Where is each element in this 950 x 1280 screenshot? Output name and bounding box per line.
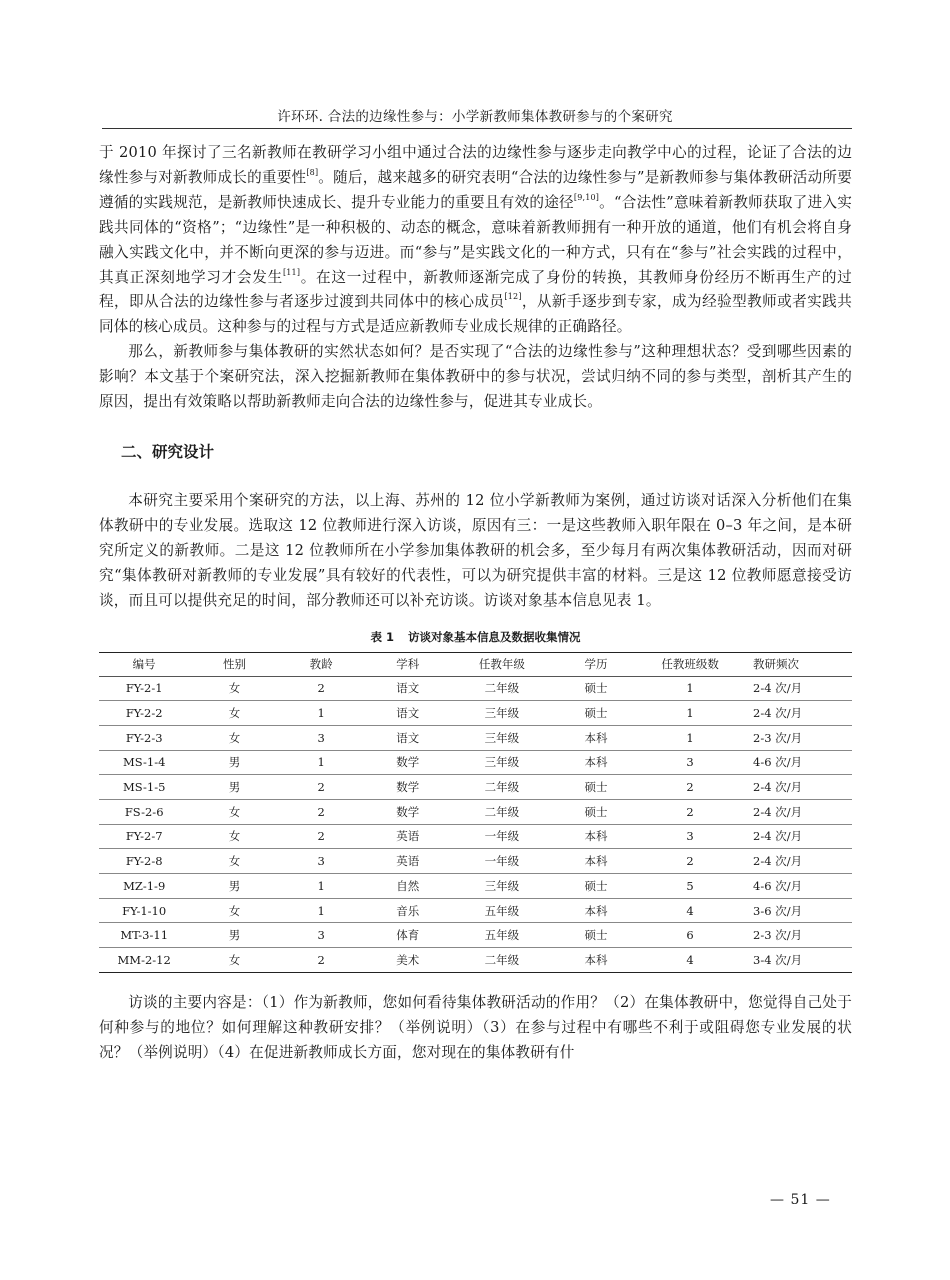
table-cell: 2-4 次/月 [739, 775, 852, 800]
table-row [99, 750, 852, 775]
table-cell: 2 [280, 676, 363, 701]
table-cell: FY-2-3 [99, 725, 189, 750]
table-cell: 硕士 [551, 923, 641, 948]
table-row [99, 799, 852, 824]
table-cell: MM-2-12 [99, 948, 189, 973]
table-cell: 五年级 [453, 898, 551, 923]
table-cell: 1 [641, 725, 739, 750]
table-cell: 三年级 [453, 701, 551, 726]
table-cell: 一年级 [453, 849, 551, 874]
table-cell: MS-1-4 [99, 750, 189, 775]
table-cell: 2-4 次/月 [739, 676, 852, 701]
table-cell: 女 [189, 824, 279, 849]
text-span: 。“合法性”意味着新教师获取了进入实践共同体的“资格”；“边缘性”是一种积极的、动态的概念，意味着新教师拥有一种开放的通道，他们有机会将自身融入实践文化中，并不断向更深的参与迈进。而“参与”是实践文化的一种方式，只有在“参与”社会实践的过程中，其真正深刻地学习才会发生 [99, 193, 852, 286]
table-cell: 体育 [363, 923, 453, 948]
table-cell: 3 [280, 923, 363, 948]
table-cell: 2 [641, 775, 739, 800]
table-row [99, 923, 852, 948]
table-cell: 硕士 [551, 701, 641, 726]
table-cell: 本科 [551, 898, 641, 923]
table-cell: 硕士 [551, 775, 641, 800]
table-cell: 英语 [363, 849, 453, 874]
table-row [99, 948, 852, 973]
table-cell: 女 [189, 849, 279, 874]
table-cell: 语文 [363, 725, 453, 750]
running-header: 许环环. 合法的边缘性参与：小学新教师集体教研参与的个案研究 [277, 109, 673, 125]
table-row [99, 725, 852, 750]
table-cell: 女 [189, 948, 279, 973]
data-table [99, 652, 852, 973]
table-cell: 数学 [363, 750, 453, 775]
table-cell: 3 [641, 824, 739, 849]
table-cell: 本科 [551, 849, 641, 874]
table-cell: 3 [641, 750, 739, 775]
table-row [99, 849, 852, 874]
table-cell: 男 [189, 750, 279, 775]
table-cell: 女 [189, 676, 279, 701]
table-cell: 2-4 次/月 [739, 799, 852, 824]
table-cell: 1 [641, 701, 739, 726]
table-cell: 2 [280, 824, 363, 849]
table-cell: 2-4 次/月 [739, 824, 852, 849]
table-cell: 2-3 次/月 [739, 923, 852, 948]
table-cell: 3 [280, 849, 363, 874]
table-cell: 数学 [363, 799, 453, 824]
table-cell: 音乐 [363, 898, 453, 923]
table-cell: 4 [641, 898, 739, 923]
page-number: — 51 — [770, 1192, 831, 1208]
table-cell: 2 [280, 775, 363, 800]
citation-ref-8[interactable]: [8] [306, 167, 319, 177]
table-cell: 语文 [363, 701, 453, 726]
column-header: 学历 [551, 652, 641, 676]
table-cell: 1 [280, 701, 363, 726]
table-cell: 3 [280, 725, 363, 750]
intro-paragraph-2: 那么，新教师参与集体教研的实然状态如何？是否实现了“合法的边缘性参与”这种理想状态？受到哪些因素的影响？本文基于个案研究法，深入挖掘新教师在集体教研中的参与状况，尝试归纳不同的参与类型，剖析其产生的原因，提出有效策略以帮助新教师走向合法的边缘性参与，促进其专业成长。 [99, 343, 852, 411]
table-row [99, 775, 852, 800]
table-cell: 2 [641, 799, 739, 824]
table-cell: FY-2-1 [99, 676, 189, 701]
column-header: 学科 [363, 652, 453, 676]
column-header: 教龄 [280, 652, 363, 676]
table-cell: 语文 [363, 676, 453, 701]
table-cell: 硕士 [551, 874, 641, 899]
table-cell: 2 [280, 799, 363, 824]
citation-ref-9-10[interactable]: [9,10] [573, 192, 600, 202]
after-table-paragraph: 访谈的主要内容是：（1）作为新教师，您如何看待集体教研活动的作用？（2）在集体教研中，您觉得自己处于何种参与的地位？如何理解这种教研安排？（举例说明）（3）在参与过程中有哪些不利于或阻碍您专业发展的状况？（举例说明）（4）在促进新教师成长方面，您对现在的集体教研有什 [99, 993, 852, 1061]
table-cell: MZ-1-9 [99, 874, 189, 899]
section-heading: 二、研究设计 [121, 442, 215, 461]
table-cell: 2 [280, 948, 363, 973]
table-cell: 4-6 次/月 [739, 750, 852, 775]
table-cell: 2-4 次/月 [739, 849, 852, 874]
table-cell: 本科 [551, 750, 641, 775]
column-header: 任教年级 [453, 652, 551, 676]
table-cell: FY-2-8 [99, 849, 189, 874]
table-cell: 3-6 次/月 [739, 898, 852, 923]
table-body [99, 676, 852, 972]
table-cell: 二年级 [453, 799, 551, 824]
table-cell: 5 [641, 874, 739, 899]
text-span: 。在这一过程中，新教师逐渐完成了身份的转换，其教师身份经历不断再生产的过程，即从合法的边缘性参与者逐步过渡到共同体中的核心成员 [99, 268, 852, 311]
table-cell: 三年级 [453, 750, 551, 775]
section-paragraph-1: 本研究主要采用个案研究的方法，以上海、苏州的 12 位小学新教师为案例，通过访谈对话深入分析他们在集体教研中的专业发展。选取这 12 位教师进行深入访谈，原因有三：一是这些教师入职年限在 0–3 年之间，是本研究所定义的新教师。二是这 12 位教师所在小学参加集体教研的机会多，至少每月有两次集体教研活动，因而对研究“集体教研对新教师的专业发展”具有较好的代表性，可以为研究提供丰富的材料。三是这 12 位教师愿意接受访谈，而且可以提供充足的时间，部分教师还可以补充访谈。访谈对象基本信息见表 1。 [99, 491, 852, 609]
table-cell: 自然 [363, 874, 453, 899]
table-cell: 6 [641, 923, 739, 948]
table-row [99, 898, 852, 923]
table-cell: MT-3-11 [99, 923, 189, 948]
table-row [99, 874, 852, 899]
table-cell: 2 [641, 849, 739, 874]
table-cell: 美术 [363, 948, 453, 973]
citation-ref-12[interactable]: [12] [504, 292, 522, 302]
table-cell: 硕士 [551, 799, 641, 824]
table-cell: 女 [189, 799, 279, 824]
table-cell: FY-1-10 [99, 898, 189, 923]
table-cell: 一年级 [453, 824, 551, 849]
column-header: 任教班级数 [641, 652, 739, 676]
table-cell: 本科 [551, 824, 641, 849]
text-span: ，从新手逐步到专家，成为经验型教师或者实践共同体的核心成员。这种参与的过程与方式是适应新教师专业成长规律的正确路径。 [99, 293, 852, 336]
table-cell: 五年级 [453, 923, 551, 948]
table-cell: 1 [280, 898, 363, 923]
column-header: 编号 [99, 652, 189, 676]
table-cell: 4-6 次/月 [739, 874, 852, 899]
table-cell: 3-4 次/月 [739, 948, 852, 973]
column-header: 教研频次 [739, 652, 852, 676]
table-caption-label: 表 1 [370, 629, 394, 644]
table-cell: FY-2-2 [99, 701, 189, 726]
table-row [99, 676, 852, 701]
table-cell: 2-4 次/月 [739, 701, 852, 726]
table-cell: FY-2-7 [99, 824, 189, 849]
table-cell: 2-3 次/月 [739, 725, 852, 750]
table-row [99, 701, 852, 726]
table-cell: 本科 [551, 725, 641, 750]
table-cell: 1 [280, 750, 363, 775]
table-header-row [99, 652, 852, 676]
table-cell: 4 [641, 948, 739, 973]
table-cell: 男 [189, 775, 279, 800]
table-cell: MS-1-5 [99, 775, 189, 800]
table-cell: 硕士 [551, 676, 641, 701]
table-cell: 英语 [363, 824, 453, 849]
table-cell: 二年级 [453, 676, 551, 701]
column-header: 性别 [189, 652, 279, 676]
table-cell: 女 [189, 898, 279, 923]
table-cell: 二年级 [453, 775, 551, 800]
table-cell: 女 [189, 701, 279, 726]
text-span: 于 2010 年探讨了三名新教师在教研学习小组中通过合法的边缘性参与逐步走向教学中心的过程，论证了合法的边缘性参与对新教师成长的重要性 [99, 144, 852, 186]
text-span: 。随后，越来越多的研究表明“合法的边缘性参与”是新教师参与集体教研活动所要遵循的实践规范，是新教师快速成长、提升专业能力的重要且有效的途径 [99, 168, 852, 211]
table-cell: 女 [189, 725, 279, 750]
table-row [99, 824, 852, 849]
table-cell: 1 [280, 874, 363, 899]
table-cell: 本科 [551, 948, 641, 973]
intro-paragraph-1 [99, 141, 852, 340]
table-caption [99, 628, 852, 646]
table-caption-text: 访谈对象基本信息及数据收集情况 [408, 629, 581, 644]
citation-ref-11[interactable]: [11] [282, 267, 301, 277]
header-rule [102, 128, 852, 129]
table-cell: 二年级 [453, 948, 551, 973]
table-cell: 1 [641, 676, 739, 701]
table-cell: 三年级 [453, 725, 551, 750]
table-cell: 男 [189, 874, 279, 899]
table-cell: 数学 [363, 775, 453, 800]
article-body [99, 141, 852, 1065]
table-cell: FS-2-6 [99, 799, 189, 824]
table-cell: 三年级 [453, 874, 551, 899]
table-cell: 男 [189, 923, 279, 948]
